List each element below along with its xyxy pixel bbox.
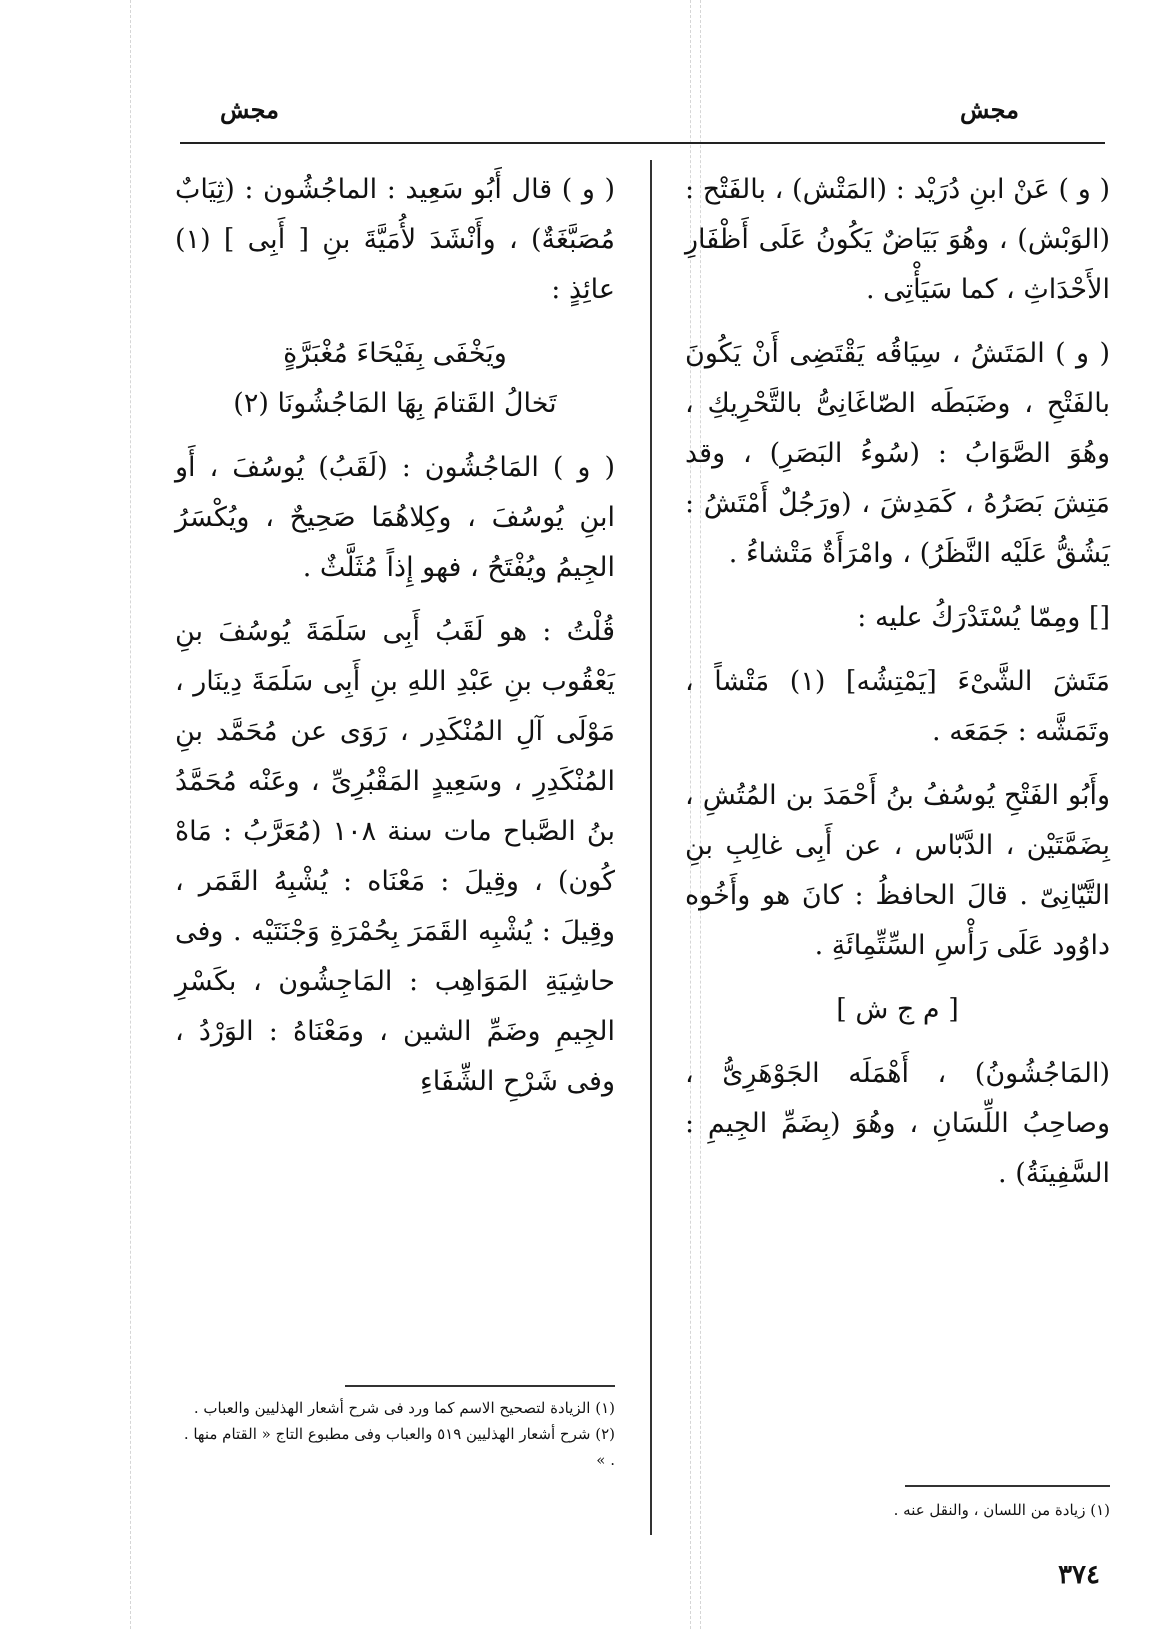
footnote: (١) زيادة من اللسان ، والنقل عنه .: [893, 1501, 1110, 1519]
footnote-rule: [905, 1485, 1110, 1487]
footnote: (٢) شرح أشعار الهذليين ٥١٩ والعباب وفى مطبوع التاج « القتام منها . . »: [183, 1425, 615, 1469]
right-column: [685, 165, 1110, 1213]
entry-paragraph: [] ومِمّا يُسْتَدْرَكُ عليه :: [857, 602, 1110, 633]
header-rule: [180, 142, 1105, 144]
entry-paragraph: مَتَشَ الشَّىْءَ [يَمْتِشُه] (١) مَتْشاً ، وتَمَشَّه : جَمَعَه .: [685, 666, 1111, 747]
entry-paragraph: ( و ) المَاجُشُون : (لَقَبُ) يُوسُفَ ، أَو ابنِ يُوسُفَ ، وكِلاهُمَا صَحِيحٌ ، ويُكْسَرُ الجِيمُ ويُفْتَحُ ، فهو إِذاً مُثَلَّثٌ .: [175, 452, 615, 583]
column-divider: [650, 160, 652, 1535]
verse-line: ويَخْفَى بِفَيْحَاءَ مُغْبَرَّةٍ: [283, 338, 507, 369]
entry-paragraph: ( و ) قال أَبُو سَعِيد : الماجُشُون : (ثِيَابٌ مُصَبَّغَةٌ) ، وأَنْشَدَ لأُمَيَّةَ بنِ [ أَبِى ] (١) عائِذٍ :: [175, 174, 615, 305]
running-head-right: مجش: [960, 95, 1019, 124]
scan-guide-line: [130, 0, 131, 1629]
page-number: ٣٧٤: [1058, 1560, 1100, 1590]
root-heading: [ م ج ش ]: [836, 994, 959, 1025]
running-head-left: مجش: [220, 95, 279, 124]
footnote-rule: [345, 1385, 615, 1387]
entry-paragraph: ( و ) عَنْ ابنِ دُرَيْد : (المَتْش) ، بالفَتْح : (الوَبْش) ، وهُوَ بَيَاضٌ يَكُونُ عَلَى أَظْفَارِ الأَحْدَاثِ ، كما سَيَأْتِى .: [685, 174, 1110, 305]
entry-paragraph: ( و ) المَتَشُ ، سِيَاقُه يَقْتَضِى أَنْ يَكُونَ بالفَتْحِ ، وضَبَطَه الصّاغَانِىُّ بالتَّحْرِيكِ ، وهُوَ الصَّوَابُ : (سُوءُ البَصَرِ) ، وقد مَتِشَ بَصَرُهُ ، كَمَدِشَ ، (ورَجُلٌ أَمْتَشُ : يَشُقُّ عَلَيْه النَّظَرُ) ، وامْرَأَةٌ مَتْشاءُ .: [685, 338, 1110, 569]
footnote: (١) الزيادة لتصحيح الاسم كما ورد فى شرح أشعار الهذليين والعباب .: [193, 1399, 615, 1417]
left-column: [175, 165, 615, 1121]
entry-paragraph: (المَاجُشُونُ) ، أَهْمَلَه الجَوْهَرِىُّ ، وصاحِبُ اللِّسَانِ ، وهُوَ (بِضَمِّ الجِيمِ : السَّفِينَةُ) .: [685, 1058, 1110, 1189]
footnotes-left: [175, 1395, 615, 1473]
entry-paragraph: قُلْتُ : هو لَقَبُ أَبِى سَلَمَةَ يُوسُفَ بنِ يَعْقُوب بنِ عَبْدِ اللهِ بنِ أَبِى سَلَمَةَ دِينَار ، مَوْلَى آلِ المُنْكَدِر ، رَوَى عن مُحَمَّد بنِ المُنْكَدِرِ ، وسَعِيدٍ المَقْبُرِىِّ ، وعَنْه مُحَمَّدُ بنُ الصَّباح مات سنة ١٠٨ (مُعَرَّبُ : مَاهْ كُون) ، وقِيلَ : مَعْنَاه : يُشْبِهُ القَمَر ، وقِيلَ : يُشْبِه القَمَرَ بِحُمْرَةِ وَجْنَتَيْه . وفى حاشِيَةِ المَوَاهِب : المَاجِشُون ، بكَسْرِ الجِيمِ وضَمِّ الشين ، ومَعْنَاهُ : الوَرْدُ ، وفى شَرْحِ الشِّفَاءِ: [175, 616, 615, 1097]
entry-paragraph: وأَبُو الفَتْحِ يُوسُفُ بنُ أَحْمَدَ بن المُتُشِ ، بِضَمَّتَيْن ، الدَّبّاس ، عن أَبِى غالِبِ بنِ التَّيّانِىّ . قالَ الحافظُ : كانَ هو وأَخُوه داوُود عَلَى رَأْسِ السِّتِّمِائَةِ .: [685, 780, 1110, 961]
footnotes-right: [685, 1497, 1110, 1523]
poem-block: [175, 329, 615, 429]
verse-line: تَخالُ القَتامَ بِهَا المَاجُشُونَا (٢): [233, 388, 557, 419]
